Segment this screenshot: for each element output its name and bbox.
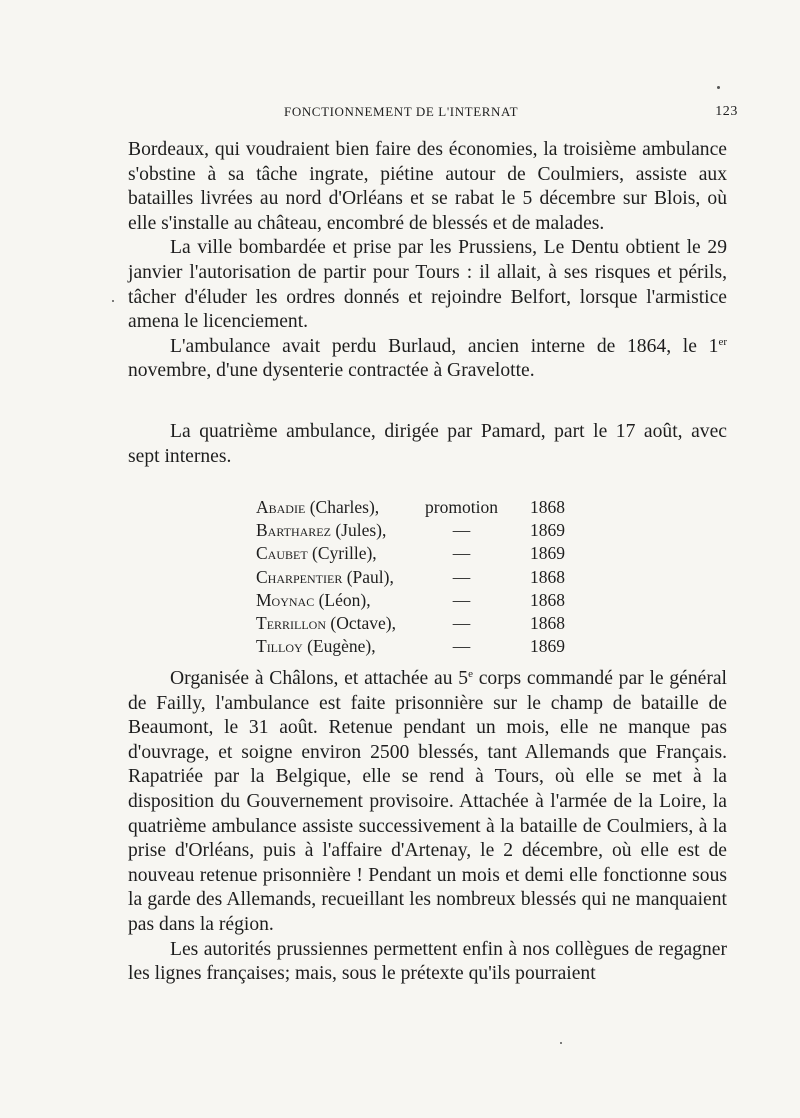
intern-given-name: (Paul), xyxy=(346,566,394,587)
intern-row xyxy=(256,542,565,565)
paragraph-le-dentu: La ville bombardée et prise par les Prussiens, Le Dentu obtient le 29 janvier l'autorisation de partir pour Tours : il allait, à ses risques et périls, tâcher d'éluder les ordres donnés et rejoindre Belfort, lorsque l'armistice amena le licenciement. xyxy=(128,237,727,333)
intern-given-name: (Charles), xyxy=(309,497,380,517)
intern-given-name: (Eugène), xyxy=(307,636,376,657)
intern-name xyxy=(256,612,418,635)
intern-name xyxy=(256,519,418,542)
paragraph-chalons-end: corps commandé par le général de Failly, l'ambulance est faite prisonnière sur le champ de bataille de Beaumont, le 31 août. Retenue pendant un mois, elle ne manque pas d'ouvrage, et soigne environ 2500 blessés, tant Allemands que Français. Rapatriée par la Belgique, elle se rend à Tours, où elle se met à la disposition du Gouvernement provisoire. Attachée à l'armée de la Loire, la quatrième ambulance assiste successivement à la bataille de Coulmiers, à la prise d'Orléans, puis à l'affaire d'Artenay, le 2 décembre, où elle est de nouveau retenue prisonnière ! Pendant un mois et demi elle fonctionne sous la garde des Allemands, recueillant les nombreux blessés qui ne manquaient pas dans la région. xyxy=(128,668,727,935)
paragraph-burlaud-start: L'ambulance avait perdu Burlaud, ancien interne de 1864, le 1 xyxy=(170,335,719,357)
print-speck xyxy=(112,300,114,302)
paragraph-autorites: Les autorités prussiennes permettent enfin à nos collègues de regagner les lignes françaises; mais, sous le prétexte qu'ils pourraient xyxy=(128,938,727,985)
intern-surname: Moynac xyxy=(256,589,315,610)
intern-surname: Tilloy xyxy=(256,636,303,657)
intern-row xyxy=(256,635,565,658)
intern-year: 1869 xyxy=(530,636,565,657)
intern-name xyxy=(256,542,418,565)
print-speck xyxy=(560,1042,562,1044)
paragraph-bordeaux: Bordeaux, qui voudraient bien faire des économies, la troisième ambulance s'obstine à sa tâche ingrate, piétine autour de Coulmiers, assiste aux batailles livrées au nord d'Orléans et se rabat le 5 décembre sur Blois, où elle s'installe au château, encombré de blessés et de malades. xyxy=(128,139,727,234)
text-block-top xyxy=(128,138,727,384)
intern-given-name: (Léon), xyxy=(318,589,371,610)
paragraph-burlaud xyxy=(128,335,727,384)
interns-list xyxy=(256,496,565,658)
intern-year: 1869 xyxy=(530,543,565,564)
intern-name xyxy=(256,589,418,612)
intern-name xyxy=(256,496,418,519)
intern-given-name: (Cyrille), xyxy=(312,543,377,564)
text-block-fourth-ambulance xyxy=(128,420,727,469)
intern-name xyxy=(256,635,418,658)
intern-year: 1868 xyxy=(530,497,565,517)
intern-row xyxy=(256,519,565,542)
paragraph-fourth-ambulance: La quatrième ambulance, dirigée par Pamard, part le 17 août, avec sept internes. xyxy=(128,421,727,467)
intern-row xyxy=(256,496,565,519)
intern-surname: Charpentier xyxy=(256,566,343,587)
paragraph-burlaud-end: novembre, d'une dysenterie contractée à Gravelotte. xyxy=(128,360,535,382)
intern-year: 1869 xyxy=(530,520,565,541)
intern-year: 1868 xyxy=(530,566,565,587)
superscript-er: er xyxy=(718,335,727,348)
intern-surname: Caubet xyxy=(256,543,308,564)
intern-surname: Terrillon xyxy=(256,613,327,634)
intern-row xyxy=(256,612,565,635)
page-number: 123 xyxy=(715,104,738,119)
intern-promotion: — xyxy=(452,566,471,587)
intern-given-name: (Jules), xyxy=(335,520,387,541)
intern-given-name: (Octave), xyxy=(330,613,396,634)
paragraph-chalons-start: Organisée à Châlons, et attachée au 5 xyxy=(170,668,469,689)
intern-promotion: — xyxy=(452,636,471,657)
intern-promotion: — xyxy=(452,613,471,634)
intern-promotion: promotion xyxy=(425,497,498,517)
text-block-bottom xyxy=(128,667,727,987)
intern-year: 1868 xyxy=(530,589,565,610)
intern-name xyxy=(256,566,418,589)
intern-promotion: — xyxy=(452,520,471,541)
running-title: FONCTIONNEMENT DE L'INTERNAT xyxy=(284,104,519,119)
paragraph-chalons xyxy=(128,667,727,938)
superscript-e: e xyxy=(468,668,473,680)
intern-row xyxy=(256,589,565,612)
intern-promotion: — xyxy=(452,589,471,610)
intern-year: 1868 xyxy=(530,613,565,634)
intern-row xyxy=(256,566,565,589)
print-speck xyxy=(717,86,720,89)
intern-surname: Bartharez xyxy=(256,520,331,541)
intern-surname: Abadie xyxy=(256,497,306,517)
intern-promotion: — xyxy=(452,543,471,564)
